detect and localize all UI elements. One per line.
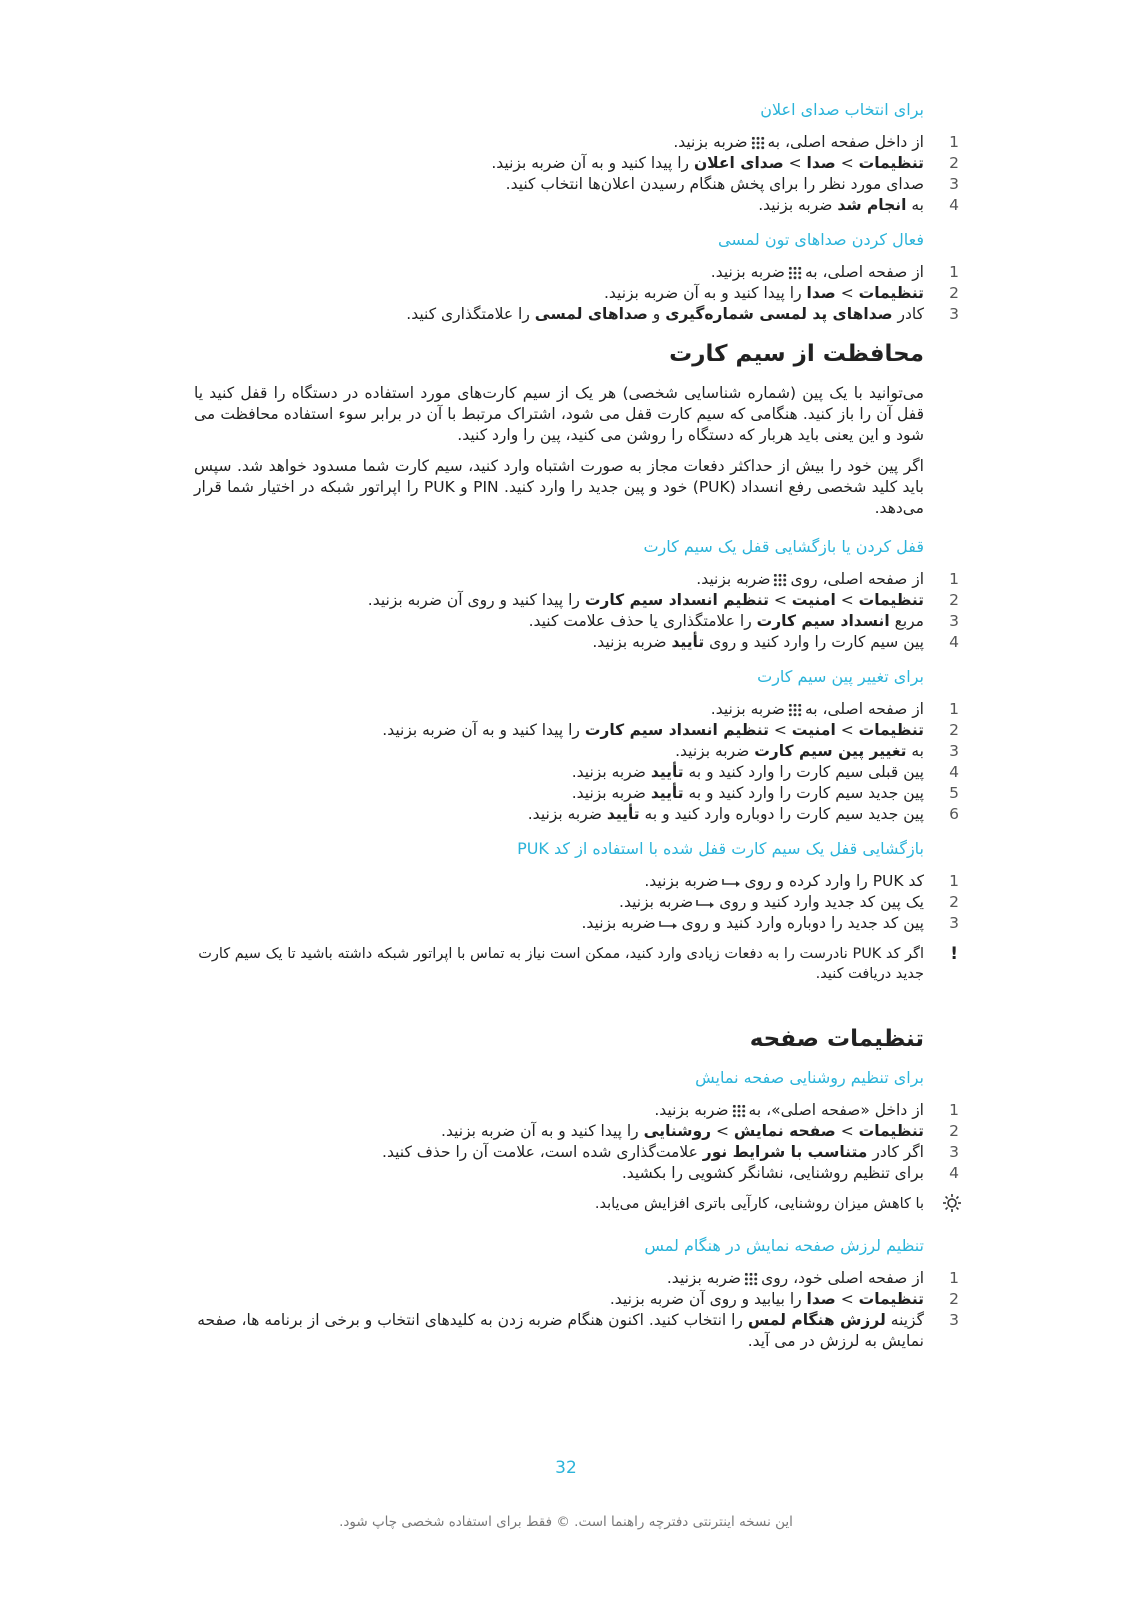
step-text: ضربه بزنید. xyxy=(675,742,755,760)
step-number: 4 xyxy=(949,1164,959,1182)
step-text: برای تنظیم روشنایی، نشانگر کشویی را بکشید. xyxy=(621,1164,924,1182)
step-text: کد PUK را وارد کرده و روی xyxy=(744,872,924,890)
step-text: را پیدا کنید و به آن ضربه بزنید. xyxy=(382,721,585,739)
step-text: را پیدا کنید و روی آن ضربه بزنید. xyxy=(367,591,585,609)
step-text: از داخل «صفحه اصلی»، به xyxy=(748,1101,924,1119)
list-item xyxy=(194,132,959,153)
step-text: ضربه بزنید. xyxy=(592,633,672,651)
list-item xyxy=(194,195,959,216)
subheading-touch-vibration: تنظیم لرزش صفحه نمایش در هنگام لمس xyxy=(644,1236,924,1255)
step-number: 3 xyxy=(949,175,959,193)
step-text: ضربه بزنید. xyxy=(696,570,771,588)
heading-screen-settings: تنظیمات صفحه xyxy=(749,1026,924,1052)
step-number: 3 xyxy=(949,1311,959,1329)
step-text: مربع xyxy=(889,612,924,630)
step-number: 3 xyxy=(949,742,959,760)
subheading-lock-sim: قفل کردن یا بازگشایی قفل یک سیم کارت xyxy=(643,537,924,556)
step-text: از صفحه اصلی خود، روی xyxy=(761,1269,924,1287)
footer-note: این نسخه اینترنتی دفترچه راهنما است. © فقط برای استفاده شخصی چاپ شود. xyxy=(339,1514,793,1530)
step-text: را انتخاب کنید. اکنون هنگام ضربه زدن به کلیدهای انتخاب و برخی از برنامه ها، صفحه نمایش به لرزش در می آید. xyxy=(197,1311,924,1350)
enter-key-icon xyxy=(696,898,716,908)
step-text: ضربه بزنید. xyxy=(527,805,607,823)
list-item xyxy=(194,262,959,283)
subheading-touch-tones: فعال کردن صداهای تون لمسی xyxy=(718,230,924,249)
step-text: ضربه بزنید. xyxy=(619,893,694,911)
bold-term: صداهای پد لمسی شماره‌گیری xyxy=(665,305,893,323)
list-item xyxy=(194,174,959,195)
step-text: را علامتگذاری یا حذف علامت کنید. xyxy=(528,612,757,630)
bold-term: صفحه نمایش xyxy=(733,1122,836,1140)
step-number: 2 xyxy=(949,154,959,172)
step-text: را بیابید و روی آن ضربه بزنید. xyxy=(609,1290,807,1308)
step-text: ضربه بزنید. xyxy=(571,763,651,781)
bold-term: تنظیمات xyxy=(858,1122,924,1140)
bold-term: صدا xyxy=(806,154,836,172)
note-text: اگر کد PUK نادرست را به دفعات زیادی وارد کنید، ممکن است نیاز به تماس با اپراتور شبکه داشته باشید تا یک سیم کارت جدید دریافت کنید. xyxy=(198,946,924,982)
list-item xyxy=(194,720,959,741)
enter-key-icon xyxy=(722,877,742,887)
bold-term: تغییر پین سیم کارت xyxy=(754,742,907,760)
apps-grid-icon xyxy=(744,1272,758,1286)
step-text: > xyxy=(835,721,859,739)
tip-text: با کاهش میزان روشنایی، کارآیی باتری افزایش می‌یابد. xyxy=(594,1196,924,1212)
list-item xyxy=(194,892,959,913)
step-text: > xyxy=(768,721,792,739)
step-text: از داخل صفحه اصلی، به xyxy=(767,133,924,151)
list-item xyxy=(194,569,959,590)
bold-term: صداهای لمسی xyxy=(534,305,648,323)
step-text: به xyxy=(906,196,924,214)
list-item xyxy=(194,304,959,325)
list-item xyxy=(194,1163,959,1184)
step-number: 4 xyxy=(949,196,959,214)
step-number: 1 xyxy=(949,1269,959,1287)
list-item xyxy=(194,1289,959,1310)
list-item xyxy=(194,1268,959,1289)
step-number: 1 xyxy=(949,872,959,890)
step-number: 1 xyxy=(949,1101,959,1119)
step-text: پین کد جدید را دوباره وارد کنید و روی xyxy=(681,914,924,932)
step-text: ضربه بزنید. xyxy=(710,263,785,281)
step-text: را پیدا کنید و به آن ضربه بزنید. xyxy=(441,1122,644,1140)
bold-term: امنیت xyxy=(791,591,836,609)
warning-note xyxy=(194,944,958,984)
step-text: از صفحه اصلی، به xyxy=(804,263,924,281)
bold-term: انسداد سیم کارت xyxy=(756,612,890,630)
list-item xyxy=(194,871,959,892)
step-text: ضربه بزنید. xyxy=(758,196,838,214)
bold-term: صدا xyxy=(806,1290,836,1308)
bold-term: تأیید xyxy=(671,633,705,651)
step-text: ضربه بزنید. xyxy=(654,1101,729,1119)
step-text: > xyxy=(835,1290,859,1308)
step-text: را علامتگذاری کنید. xyxy=(406,305,535,323)
step-text: > xyxy=(768,591,792,609)
step-number: 3 xyxy=(949,914,959,932)
step-text: از صفحه اصلی، روی xyxy=(790,570,924,588)
bold-term: روشنایی xyxy=(643,1122,712,1140)
apps-grid-icon xyxy=(751,136,765,150)
list-item xyxy=(194,741,959,762)
step-text: کادر xyxy=(892,305,924,323)
tip-note xyxy=(194,1194,924,1214)
bold-term: تنظیمات xyxy=(858,591,924,609)
page-number: 32 xyxy=(555,1458,577,1478)
step-text: پین جدید سیم کارت را دوباره وارد کنید و به xyxy=(639,805,924,823)
steps-puk-unlock xyxy=(194,871,959,934)
step-text: گزینه xyxy=(885,1311,924,1329)
list-item xyxy=(194,590,959,611)
step-text: ضربه بزنید. xyxy=(571,784,651,802)
step-text: پین جدید سیم کارت را وارد کنید و به xyxy=(683,784,924,802)
step-number: 1 xyxy=(949,570,959,588)
bold-term: تأیید xyxy=(650,763,684,781)
step-text: > xyxy=(835,591,859,609)
step-number: 2 xyxy=(949,284,959,302)
bold-term: تأیید xyxy=(606,805,640,823)
step-text: را پیدا کنید و به آن ضربه بزنید. xyxy=(491,154,694,172)
step-text: > xyxy=(835,1122,859,1140)
steps-touch-tones xyxy=(194,262,959,325)
heading-sim-protection: محافظت از سیم کارت xyxy=(669,341,924,367)
step-number: 1 xyxy=(949,133,959,151)
steps-lock-sim xyxy=(194,569,959,653)
step-number: 2 xyxy=(949,893,959,911)
step-text: ضربه بزنید. xyxy=(710,700,785,718)
step-text: ضربه بزنید. xyxy=(644,872,719,890)
subheading-puk-unlock: بازگشایی قفل یک سیم کارت قفل شده با استفاده از کد PUK xyxy=(517,839,924,858)
content xyxy=(194,100,959,1366)
steps-brightness xyxy=(194,1100,959,1184)
list-item xyxy=(194,699,959,720)
list-item xyxy=(194,1310,959,1352)
steps-notification-sound xyxy=(194,132,959,216)
step-number: 2 xyxy=(949,1122,959,1140)
bold-term: تنظیم انسداد سیم کارت xyxy=(584,721,769,739)
step-number: 1 xyxy=(949,700,959,718)
apps-grid-icon xyxy=(773,573,787,587)
list-item xyxy=(194,153,959,174)
step-text: ضربه بزنید. xyxy=(581,914,656,932)
step-number: 4 xyxy=(949,763,959,781)
step-text: پین قبلی سیم کارت را وارد کنید و به xyxy=(683,763,924,781)
bold-term: متناسب با شرایط نور xyxy=(702,1143,868,1161)
apps-grid-icon xyxy=(788,266,802,280)
list-item xyxy=(194,632,959,653)
list-item xyxy=(194,283,959,304)
bold-term: تنظیمات xyxy=(858,154,924,172)
apps-grid-icon xyxy=(732,1104,746,1118)
step-text: > xyxy=(835,154,859,172)
list-item xyxy=(194,1100,959,1121)
step-number: 2 xyxy=(949,591,959,609)
steps-touch-vibration xyxy=(194,1268,959,1352)
bold-term: تنظیمات xyxy=(858,721,924,739)
exclamation-icon: ! xyxy=(950,944,958,964)
step-text: ضربه بزنید. xyxy=(673,133,748,151)
step-text: را پیدا کنید و به آن ضربه بزنید. xyxy=(603,284,807,302)
list-item xyxy=(194,783,959,804)
bold-term: تنظیم انسداد سیم کارت xyxy=(584,591,769,609)
bold-term: امنیت xyxy=(791,721,836,739)
step-number: 1 xyxy=(949,263,959,281)
step-number: 2 xyxy=(949,1290,959,1308)
bold-term: تأیید xyxy=(650,784,684,802)
list-item xyxy=(194,1142,959,1163)
step-number: 3 xyxy=(949,612,959,630)
steps-change-pin xyxy=(194,699,959,825)
step-text: > xyxy=(835,284,859,302)
list-item xyxy=(194,913,959,934)
step-number: 2 xyxy=(949,721,959,739)
paragraph: اگر پین خود را بیش از حداکثر دفعات مجاز به صورت اشتباه وارد کنید، سیم کارت شما مسدود خواهد شد. سپس باید کلید شخصی رفع انسداد (PUK) خود و پین جدید را وارد کنید. PIN و PUK را اپراتور شبکه در اختیار شما قرار می‌دهد. xyxy=(194,457,924,517)
lightbulb-icon xyxy=(942,1193,962,1218)
subheading-change-pin: برای تغییر پین سیم کارت xyxy=(757,667,924,686)
step-number: 3 xyxy=(949,305,959,323)
bold-term: صدا xyxy=(806,284,836,302)
bold-term: تنظیمات xyxy=(858,1290,924,1308)
step-text: صدای مورد نظر را برای پخش هنگام رسیدن اعلان‌ها انتخاب کنید. xyxy=(505,175,924,193)
list-item xyxy=(194,611,959,632)
bold-term: تنظیمات xyxy=(858,284,924,302)
step-number: 5 xyxy=(949,784,959,802)
step-text: از صفحه اصلی، به xyxy=(804,700,924,718)
step-text: > xyxy=(783,154,807,172)
step-text: اگر کادر xyxy=(867,1143,924,1161)
subheading-notification-sound: برای انتخاب صدای اعلان xyxy=(760,100,924,119)
step-number: 4 xyxy=(949,633,959,651)
step-text: > xyxy=(711,1122,734,1140)
step-text: و xyxy=(647,305,666,323)
paragraph: می‌توانید با یک پین (شماره شناسایی شخصی) هر یک از سیم کارت‌های مورد استفاده در دستگاه را قفل کنید یا قفل آن را باز کنید. هنگامی که سیم کارت قفل می شود، اشتراک مرتبط با آن در برابر سوء استفاده محافظت می شود و این یعنی باید هربار که دستگاه را روشن می کنید، پین را وارد کنید. xyxy=(194,384,924,444)
list-item xyxy=(194,762,959,783)
bold-term: لرزش هنگام لمس xyxy=(747,1311,886,1329)
step-text: یک پین کد جدید وارد کنید و روی xyxy=(719,893,924,911)
apps-grid-icon xyxy=(788,703,802,717)
subheading-brightness: برای تنظیم روشنایی صفحه نمایش xyxy=(695,1068,924,1087)
bold-term: صدای اعلان xyxy=(693,154,784,172)
enter-key-icon xyxy=(659,919,679,929)
step-text: پین سیم کارت را وارد کنید و روی xyxy=(704,633,924,651)
step-number: 3 xyxy=(949,1143,959,1161)
list-item xyxy=(194,804,959,825)
bold-term: انجام شد xyxy=(837,196,907,214)
list-item xyxy=(194,1121,959,1142)
step-text: به xyxy=(906,742,924,760)
step-number: 6 xyxy=(949,805,959,823)
step-text: ضربه بزنید. xyxy=(666,1269,742,1287)
step-text: علامت‌گذاری شده است، علامت آن را حذف کنید. xyxy=(382,1143,703,1161)
